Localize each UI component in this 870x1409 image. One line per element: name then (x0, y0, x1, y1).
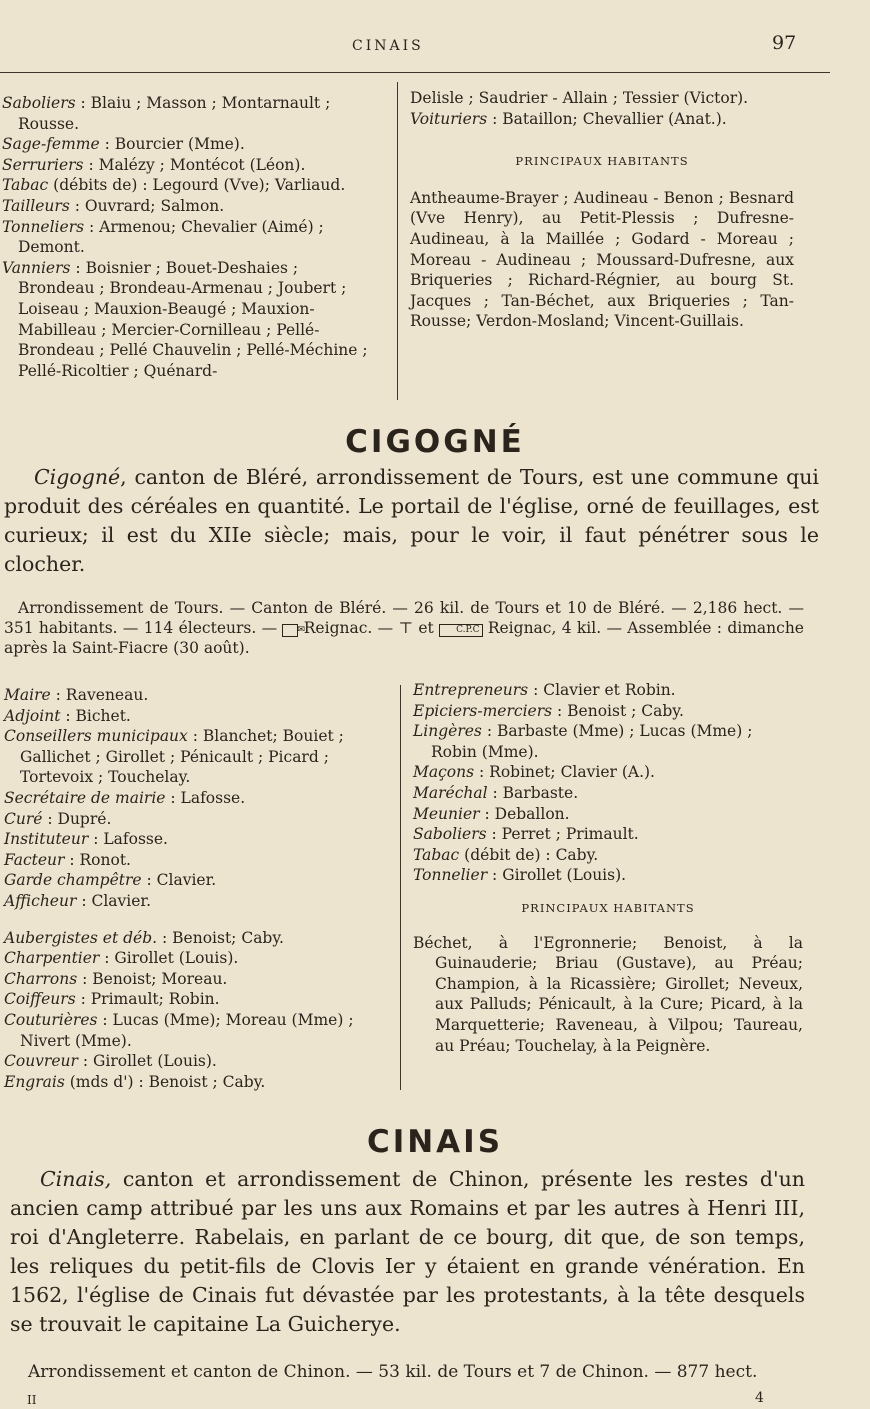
list-entry (413, 762, 803, 783)
list-entry (4, 850, 384, 871)
entry-key: Engrais (4, 1072, 65, 1091)
entry-value: : Deballon. (484, 804, 570, 823)
entry-value: : Bataillon; Chevallier (Anat.). (492, 109, 727, 128)
entry-key: Epiciers-merciers (413, 701, 553, 720)
entry-value: : Clavier et Robin. (533, 681, 676, 699)
entry-key: Saboliers (2, 94, 76, 112)
entry-key: Garde champêtre (4, 871, 142, 890)
list-entry (413, 865, 803, 886)
intro-commune-name: Cigogné (34, 465, 121, 489)
entry-value: : Blanchet; Bouiet ; Gallichet ; Girollet ; Pénicault ; Picard ; Tortevoix ; Touchelay. (20, 727, 344, 787)
list-entry (4, 1051, 384, 1072)
list-entry (413, 804, 803, 825)
entry-value: : Blaiu ; Masson ; Montarnault ; Rousse. (18, 94, 331, 133)
entry-key: Tabac (2, 176, 49, 195)
cinais-intro (10, 1165, 805, 1339)
list-entry (4, 685, 384, 706)
list-entry (2, 93, 378, 134)
cigogne-right-column (413, 680, 803, 1056)
cinais-right-column (410, 88, 794, 332)
entry-value: : Perret ; Primault. (491, 825, 639, 844)
entry-value: : Barbaste (Mme) ; Lucas (Mme) ; Robin (Mme). (431, 722, 753, 761)
entry-key: Charpentier (4, 949, 100, 968)
page-number: 97 (772, 32, 797, 54)
post-office-icon: ✉ (282, 624, 298, 637)
entry-key: Maçons (413, 763, 475, 782)
entry-key: Sage-femme (2, 135, 100, 154)
signature-mark: II (27, 1393, 37, 1407)
entry-key: Afficheur (4, 891, 77, 910)
entry-value: : Raveneau. (55, 686, 149, 704)
principaux-habitants-list: Béchet, à l'Egronnerie; Benoist, à la Guinauderie; Briau (Gustave), au Préau; Champion, à la Ricassière; Girollet; Neveux, aux Palluds; Pénicault, à la Cure; Picard, à la Marquetterie; Raveneau, à Vilpou; Taureau, au Préau; Touchelay, à la Peignère. (413, 933, 803, 1055)
entry-value: : Girollet (Louis). (82, 1052, 217, 1071)
entry-value: : Clavier. (146, 871, 217, 890)
intro-text: canton et arrondissement de Chinon, présente les restes d'un ancien camp attribué par les uns aux Romains et par les autres à Henri III, roi d'Angleterre. Rabelais, en parlant de ce bourg, dit que, de son temps, les reliques du petit-fils de Clovis Ier y étaient en grande vénération. En 1562, l'église de Cinais fut dévastée par les protestants, à la tête desquels se trouvait le capitaine La Guicherye. (10, 1167, 805, 1336)
entry-value: (débit de) : Caby. (464, 845, 599, 864)
entry-value: : Malézy ; Montécot (Léon). (88, 155, 306, 174)
list-entry (4, 969, 384, 990)
entry-key: Aubergistes et déb. (4, 928, 158, 947)
column-separator (397, 82, 398, 400)
entry-value: : Armenou; Chevalier (Aimé) ; Demont. (18, 217, 324, 257)
list-entry (413, 783, 803, 804)
cigogne-left-column (4, 685, 384, 1092)
entry-value: : Girollet (Louis). (492, 866, 627, 885)
entry-value: (mds d') : Benoist ; Caby. (69, 1072, 266, 1091)
list-entry (4, 1072, 384, 1093)
list-entry (413, 721, 803, 762)
section-title-cinais: CINAIS (366, 1124, 504, 1160)
entry-key: Tonneliers (2, 217, 85, 236)
entry-value: : Barbaste. (492, 783, 579, 802)
entry-key: Tailleurs (2, 196, 70, 215)
list-entry (2, 155, 378, 176)
entry-value: : Boisnier ; Bouet-Deshaies ; Brondeau ; Brondeau-Armenau ; Joubert ; Loiseau ; Mauxion-Beaugé ; Mauxion-Mabilleau ; Mercier-Cornilleau ; Pellé-Brondeau ; Pellé Chauvelin ; Pellé-Méchine ; Pellé-Ricoltier ; Quénard- (18, 258, 368, 380)
entry-key: Conseillers municipaux (4, 727, 188, 746)
stats-text-d: Reignac, 4 kil. — Assemblée : dimanche après la Saint-Fiacre (30 août). (4, 619, 804, 657)
entry-key: Adjoint (4, 706, 61, 725)
list-entry (410, 109, 794, 130)
list-entry (4, 788, 384, 809)
principaux-habitants-heading: PRINCIPAUX HABITANTS (521, 900, 695, 915)
intro-text: , canton de Bléré, arrondissement de Tours, est une commune qui produit des céréales en quantité. Le portail de l'église, orné de feuillages, est curieux; il est du XIIe siècle; mais, pour le voir, il faut pénétrer sous le clocher. (4, 465, 819, 576)
entry-key: Voituriers (410, 109, 488, 128)
list-entry (2, 217, 378, 258)
entry-key: Saboliers (413, 825, 487, 844)
list-entry (4, 948, 384, 969)
entry-value: : Lafosse. (170, 788, 246, 807)
entry-key: Tabac (413, 845, 460, 864)
entry-key: Tonnelier (413, 866, 488, 885)
sheet-number: 4 (755, 1390, 764, 1406)
entry-value: : Benoist ; Caby. (557, 701, 684, 720)
entry-key: Instituteur (4, 830, 89, 849)
entry-key: Maire (4, 686, 51, 704)
list-entry (413, 701, 803, 722)
entry-key: Lingères (413, 722, 482, 741)
running-head (0, 30, 870, 60)
entry-value: (débits de) : Legourd (Vve); Varliaud. (53, 176, 346, 195)
cpc-icon: C.P.C (439, 624, 482, 637)
column-separator (400, 685, 401, 1090)
entry-key: Facteur (4, 850, 65, 869)
cinais-left-column (2, 93, 378, 381)
telegraph-icon: ⊤ (398, 619, 414, 637)
cigogne-intro (4, 463, 819, 579)
entry-value: : Ouvrard; Salmon. (74, 196, 225, 215)
entry-key: Maréchal (413, 783, 488, 802)
entry-value: : Clavier. (81, 891, 152, 910)
list-entry (4, 809, 384, 830)
entry-key: Curé (4, 809, 43, 828)
principaux-habitants-heading: PRINCIPAUX HABITANTS (515, 154, 689, 169)
entry-value: : Ronot. (69, 850, 131, 869)
entry-value: : Lafosse. (93, 830, 168, 849)
entry-key: Couvreur (4, 1052, 78, 1071)
entry-value: : Benoist; Moreau. (82, 969, 228, 988)
list-entry (4, 928, 384, 949)
list-entry (2, 258, 378, 382)
list-entry (413, 845, 803, 866)
entry-value: : Primault; Robin. (80, 990, 220, 1009)
cinais-stats: Arrondissement et canton de Chinon. — 53 kil. de Tours et 7 de Chinon. — 877 hect. (28, 1362, 758, 1382)
stats-text-a: Arrondissement de Tours. — Canton de Bléré. — 26 kil. de Tours et 10 de Bléré. — 2,186 hect. — 351 habitants. — 114 électeurs. — (4, 599, 804, 637)
entry-key: Coiffeurs (4, 990, 76, 1009)
entry-key: Charrons (4, 969, 78, 988)
entry-value: : Bichet. (65, 706, 131, 725)
list-continuation: Delisle ; Saudrier - Allain ; Tessier (Victor). (410, 89, 749, 107)
entry-key: Secrétaire de mairie (4, 788, 166, 807)
list-entry (4, 1010, 384, 1051)
list-entry (4, 891, 384, 912)
entry-key: Entrepreneurs (413, 681, 529, 699)
entry-key: Vanniers (2, 258, 71, 277)
entry-value: : Girollet (Louis). (104, 949, 239, 968)
stats-text-b: Reignac. — (303, 619, 394, 637)
entry-value: : Benoist; Caby. (162, 928, 284, 947)
list-entry (4, 726, 384, 788)
entry-key: Couturières (4, 1010, 98, 1029)
running-title: CINAIS (352, 38, 424, 54)
list-entry (2, 175, 378, 196)
list-entry (4, 989, 384, 1010)
list-entry (4, 870, 384, 891)
list-entry (413, 680, 803, 701)
list-entry (2, 196, 378, 217)
list-entry (4, 706, 384, 727)
list-entry (2, 134, 378, 155)
entry-value: : Bourcier (Mme). (104, 135, 245, 154)
intro-commune-name: Cinais, (40, 1167, 112, 1191)
entry-value: : Lucas (Mme); Moreau (Mme) ; Nivert (Mme). (20, 1010, 354, 1050)
cigogne-stats (4, 598, 804, 658)
entry-value: : Dupré. (47, 809, 112, 828)
list-entry (413, 824, 803, 845)
entry-key: Meunier (413, 804, 480, 823)
list-entry (4, 829, 384, 850)
header-rule (0, 72, 830, 73)
stats-text-c: et (418, 619, 434, 637)
entry-value: : Robinet; Clavier (A.). (479, 763, 655, 782)
section-title-cigogne: CIGOGNÉ (345, 424, 525, 460)
entry-key: Serruriers (2, 155, 84, 174)
principaux-habitants-list: Antheaume-Brayer ; Audineau - Benon ; Besnard (Vve Henry), au Petit-Plessis ; Dufresne-Audineau, à la Maillée ; Godard - Moreau ; Moreau - Audineau ; Moussard-Dufresne, aux Briqueries ; Richard-Régnier, au bourg St. Jacques ; Tan-Béchet, aux Briqueries ; Tan-Rousse; Verdon-Mosland; Vincent-Guillais. (410, 188, 794, 331)
